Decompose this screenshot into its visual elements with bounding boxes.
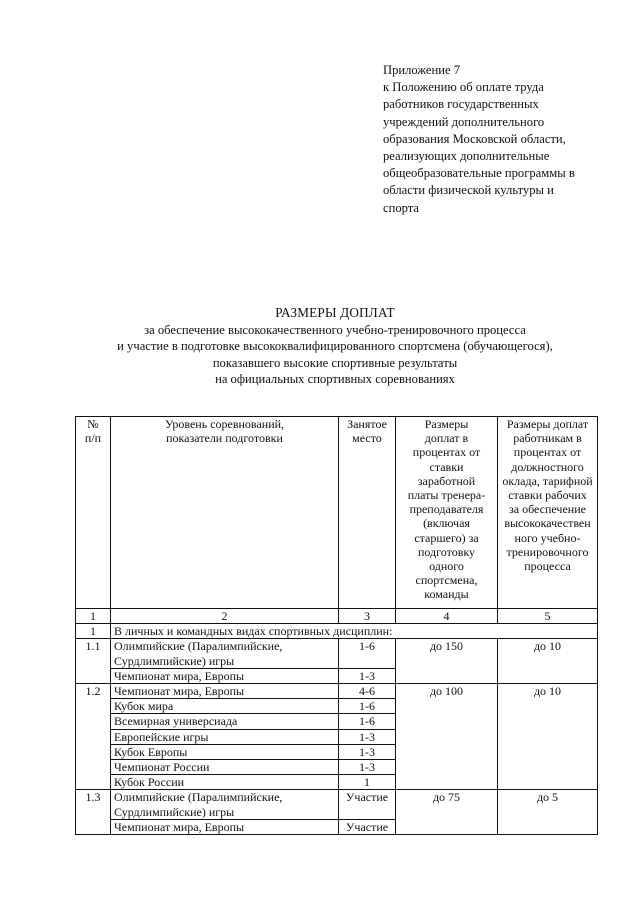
level-cell: [111, 760, 339, 775]
cell-line: ставки: [429, 459, 464, 474]
level-cell: [111, 684, 339, 699]
level-cell: [111, 819, 339, 834]
cell-line: Уровень соревнований,: [164, 417, 285, 431]
group-num: 1.2: [76, 684, 111, 790]
cell-line: высококачествен: [504, 516, 591, 531]
payments-table: [75, 416, 598, 835]
section-num: 1: [76, 624, 111, 639]
annex-block: [383, 62, 613, 217]
level-cell: [111, 744, 339, 759]
cell-line: ного учебно-: [514, 530, 581, 545]
cell-line: процентах от: [513, 445, 582, 460]
annex-line: области физической культуры и: [383, 183, 554, 198]
column-number: 1: [76, 609, 111, 624]
cell-line: Чемпионат мира, Европы: [114, 819, 245, 834]
column-number: 4: [396, 609, 498, 624]
cell-line: ставки рабочих: [508, 488, 587, 503]
column-numbers-row: [76, 609, 598, 624]
cell-line: оклада, тарифной: [502, 473, 593, 488]
place-cell: 1-3: [339, 760, 396, 775]
table-body: [76, 417, 598, 835]
cell-line: спортсмена,: [415, 573, 478, 588]
cell-line: Чемпионат мира, Европы: [114, 668, 245, 683]
column-number: 5: [498, 609, 598, 624]
cell-line: Сурдлимпийские) игры: [114, 804, 235, 819]
place-cell: 1-6: [339, 639, 396, 668]
section-row: [76, 624, 598, 639]
cell-line: процентах от: [412, 445, 481, 460]
cell-line: (включая: [423, 516, 470, 531]
table-row: [76, 684, 598, 699]
level-cell: [111, 639, 339, 668]
staff-payment-cell: до 5: [498, 790, 598, 835]
cell-line: Кубок России: [114, 775, 185, 790]
cell-line: Всемирная универсиада: [114, 714, 238, 729]
annex-line: реализующих дополнительные: [383, 149, 550, 164]
cell-line: Чемпионат мира, Европы: [114, 684, 245, 699]
cell-line: Европейские игры: [114, 729, 209, 744]
cell-line: преподавателя: [409, 502, 484, 517]
column-number: 2: [111, 609, 339, 624]
coach-payment-cell: до 100: [396, 684, 498, 790]
header-place: [339, 417, 396, 609]
column-number: 3: [339, 609, 396, 624]
cell-line: Чемпионат России: [114, 760, 210, 775]
place-cell: 4-6: [339, 684, 396, 699]
heading-line: и участие в подготовке высококвалифицированного спортсмена (обучающегося),: [117, 339, 553, 353]
annex-line: Приложение 7: [383, 63, 461, 77]
cell-line: Кубок мира: [114, 699, 174, 714]
cell-line: Размеры доплат: [506, 417, 589, 431]
cell-line: Олимпийские (Паралимпийские,: [114, 790, 283, 805]
staff-payment-cell: до 10: [498, 684, 598, 790]
cell-line: доплат в: [424, 431, 469, 446]
document-title: РАЗМЕРЫ ДОПЛАТ: [275, 305, 395, 320]
annex-line: общеобразовательные программы в: [383, 166, 575, 181]
cell-line: команды: [424, 587, 469, 602]
cell-line: Занятое: [347, 417, 387, 431]
place-cell: 1-3: [339, 729, 396, 744]
place-cell: Участие: [339, 790, 396, 819]
level-cell: [111, 668, 339, 683]
annex-line: работников государственных: [383, 97, 539, 112]
cell-line: одного: [429, 559, 464, 574]
place-cell: 1-6: [339, 699, 396, 714]
place-cell: 1-3: [339, 744, 396, 759]
cell-line: №: [87, 417, 99, 431]
annex-line: образования Московской области,: [383, 131, 566, 146]
heading-line: на официальных спортивных соревнованиях: [215, 372, 455, 386]
heading-line: за обеспечение высококачественного учебно-тренировочного процесса: [144, 322, 526, 337]
cell-line: Размеры: [424, 417, 469, 431]
cell-line: Кубок Европы: [114, 744, 188, 759]
level-cell: [111, 729, 339, 744]
header-row: [76, 417, 598, 609]
cell-line: старшего) за: [414, 530, 479, 545]
cell-line: Олимпийские (Паралимпийские,: [114, 639, 283, 654]
cell-line: п/п: [84, 431, 102, 446]
annex-line: к Положению об оплате труда: [383, 80, 544, 95]
cell-line: процесса: [524, 559, 571, 574]
cell-line: платы тренера-: [407, 488, 486, 503]
coach-payment-cell: до 75: [396, 790, 498, 835]
coach-payment-cell: до 150: [396, 639, 498, 684]
table-row: [76, 790, 598, 819]
cell-line: подготовку: [417, 544, 476, 559]
header-staff-payment: [498, 417, 598, 609]
cell-line: работникам в: [513, 431, 582, 446]
header-coach-payment: [396, 417, 498, 609]
header-level: [111, 417, 339, 609]
staff-payment-cell: до 10: [498, 639, 598, 684]
cell-line: за обеспечение: [509, 502, 586, 517]
annex-line: спорта: [383, 200, 420, 215]
place-cell: 1-3: [339, 668, 396, 683]
table-row: [76, 639, 598, 668]
heading-line: показавшего высокие спортивные результаты: [212, 355, 458, 370]
level-cell: [111, 699, 339, 714]
place-cell: 1-6: [339, 714, 396, 729]
group-num: 1.3: [76, 790, 111, 835]
cell-line: должностного: [511, 459, 584, 474]
cell-line: заработной: [417, 473, 476, 488]
document-heading: [60, 305, 610, 388]
cell-line: место: [352, 431, 382, 446]
level-cell: [111, 790, 339, 819]
place-cell: 1: [339, 775, 396, 790]
cell-line: тренировочного: [506, 544, 589, 559]
group-num: 1.1: [76, 639, 111, 684]
section-title: В личных и командных видах спортивных дисциплин:: [111, 624, 598, 639]
level-cell: [111, 775, 339, 790]
header-num: [76, 417, 111, 609]
cell-line: показатели подготовки: [166, 431, 283, 446]
level-cell: [111, 714, 339, 729]
annex-line: учреждений дополнительного: [383, 114, 545, 129]
cell-line: Сурдлимпийские) игры: [114, 653, 235, 668]
place-cell: Участие: [339, 819, 396, 834]
